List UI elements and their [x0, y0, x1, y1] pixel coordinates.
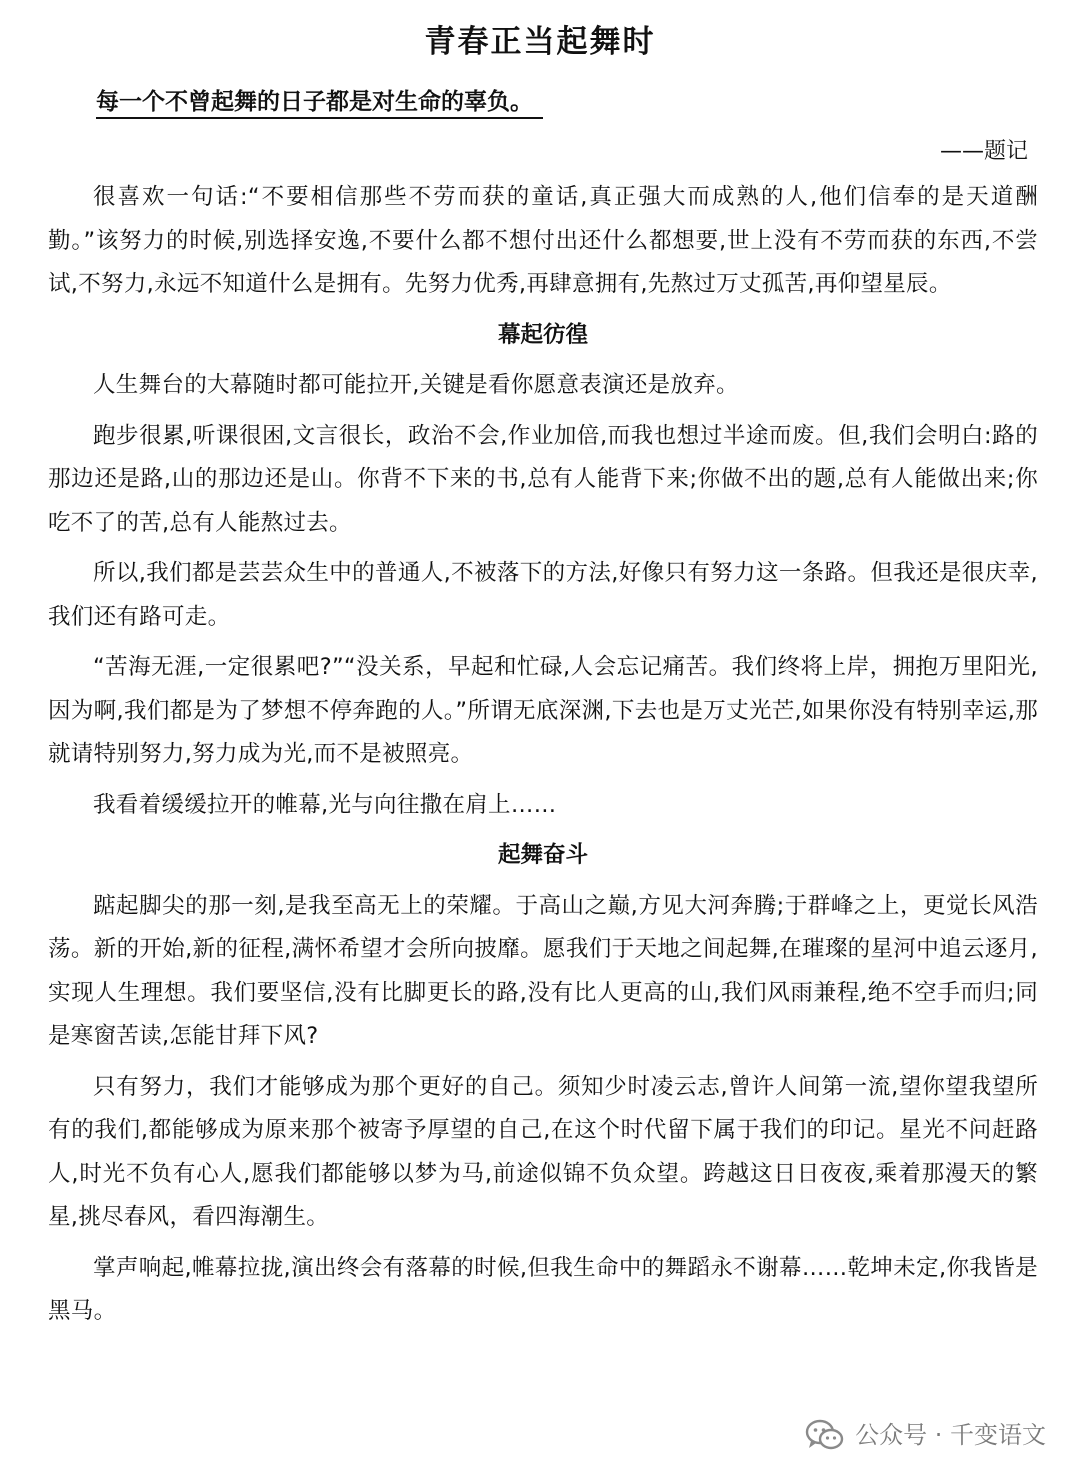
epigraph-text: 每一个不曾起舞的日子都是对生命的辜负。 — [96, 89, 543, 119]
intro-paragraph: 很喜欢一句话:“不要相信那些不劳而获的童话,真正强大而成熟的人,他们信奉的是天道酬勤。”该努力的时候,别选择安逸,不要什么都不想付出还什么都想要,世上没有不劳而获的东西,不尝试,不努力,永远不知道什么是拥有。先努力优秀,再肆意拥有,先熬过万丈孤苦,再仰望星辰。 — [48, 184, 1038, 297]
epigraph — [96, 80, 543, 124]
epigraph-attribution: ——题记 — [939, 139, 1028, 164]
paragraph: 踮起脚尖的那一刻,是我至高无上的荣耀。于高山之巅,方见大河奔腾;于群峰之上，更觉长风浩荡。新的开始,新的征程,满怀希望才会所向披靡。愿我们于天地之间起舞,在璀璨的星河中追云逐月,实现人生理想。我们要坚信,没有比脚更长的路,没有比人更高的山,我们风雨兼程,绝不空手而归;同是寒窗苦读,怎能甘拜下风? — [48, 892, 1038, 1049]
section-hesitation — [48, 314, 1038, 828]
section-dance — [48, 834, 1038, 1334]
paragraph: 人生舞台的大幕随时都可能拉开,关键是看你愿意表演还是放弃。 — [93, 372, 739, 398]
paragraph: “苦海无涯,一定很累吧?”“没关系，早起和忙碌,人会忘记痛苦。我们终将上岸，拥抱万里阳光,因为啊,我们都是为了梦想不停奔跑的人。”所谓无底深渊,下去也是万丈光芒,如果你没有特别幸运,那就请特别努力,努力成为光,而不是被照亮。 — [48, 654, 1038, 767]
essay-body — [48, 176, 1038, 1341]
wechat-icon — [805, 1418, 845, 1452]
section-heading: 幕起彷徨 — [497, 321, 588, 348]
paragraph: 我看着缓缓拉开的帷幕,光与向往撒在肩上…… — [93, 791, 557, 818]
section-heading: 起舞奋斗 — [497, 842, 588, 868]
paragraph: 所以,我们都是芸芸众生中的普通人,不被落下的方法,好像只有努力这一条路。但我还是很庆幸,我们还有路可走。 — [48, 560, 1038, 630]
paragraph: 跑步很累,听课很困,文言很长，政治不会,作业加倍,而我也想过半途而废。但,我们会明白:路的那边还是路,山的那边还是山。你背不下来的书,总有人能背下来;你做不出的题,总有人能做出来;你吃不了的苦,总有人能熬过去。 — [48, 422, 1038, 536]
watermark — [805, 1413, 1046, 1457]
paragraph: 只有努力，我们才能够成为那个更好的自己。须知少时凌云志,曾许人间第一流,望你望我望所有的我们,都能够成为原来那个被寄予厚望的自己,在这个时代留下属于我们的印记。星光不问赶路人,时光不负有心人,愿我们都能够以梦为马,前途似锦不负众望。跨越这日日夜夜,乘着那漫天的繁星,挑尽春风，看四海潮生。 — [48, 1073, 1038, 1230]
paragraph: 掌声响起,帷幕拉拢,演出终会有落幕的时候,但我生命中的舞蹈永不谢幕……乾坤未定,你我皆是黑马。 — [48, 1254, 1038, 1324]
watermark-text: 公众号 · 千变语文 — [855, 1421, 1046, 1449]
essay-title: 青春正当起舞时 — [424, 24, 656, 60]
